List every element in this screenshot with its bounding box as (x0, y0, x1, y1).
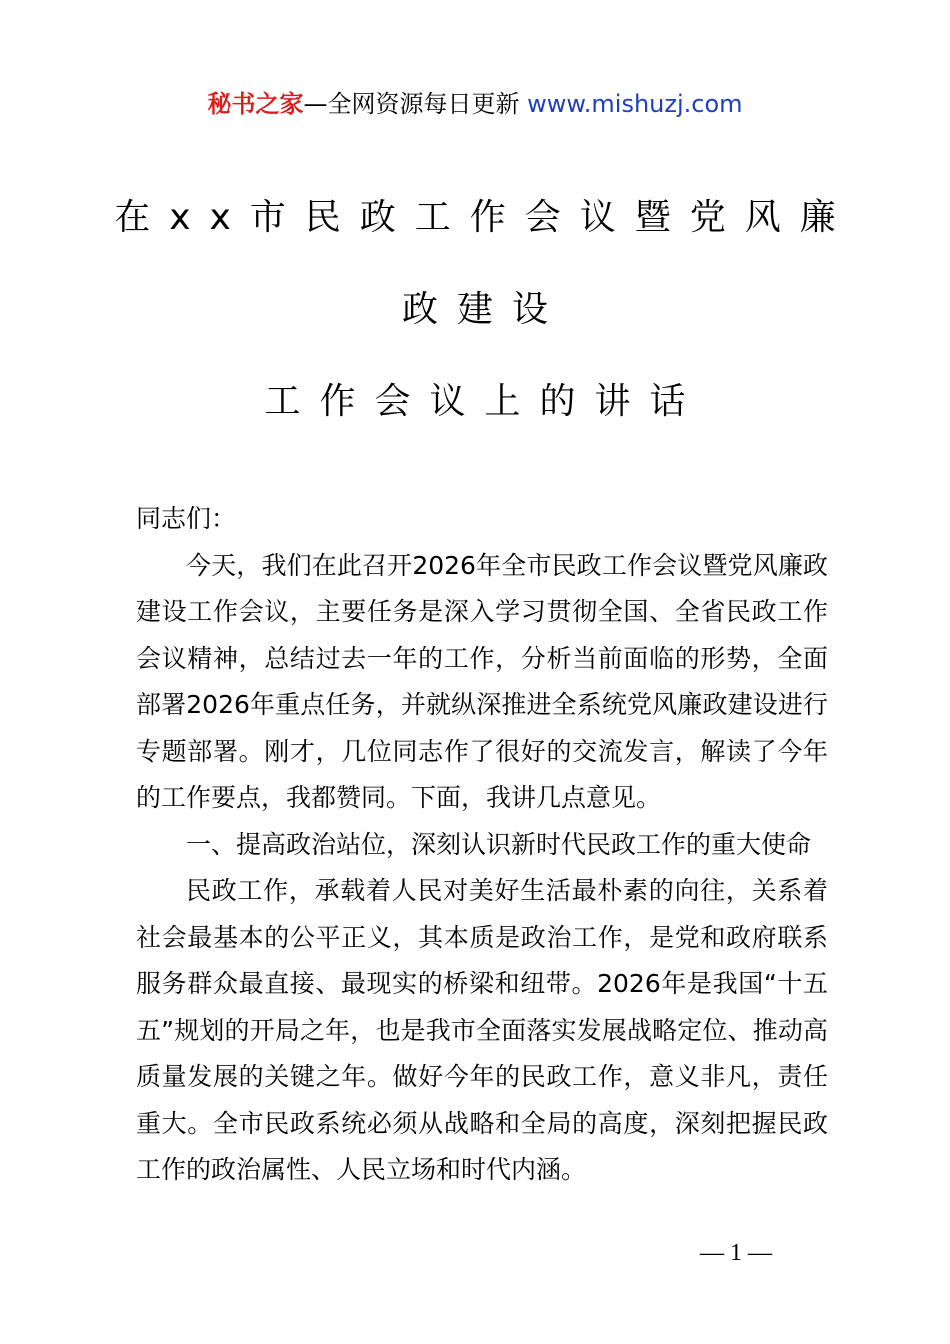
brand-name: 秘书之家 (207, 90, 304, 118)
title-line-1: 在xx市民政工作会议暨党风廉 (114, 197, 855, 238)
speech-body (136, 496, 828, 1194)
title-line-2: 政建设 (401, 289, 567, 330)
title-line-3: 工作会议上的讲话 (264, 381, 705, 422)
section-heading-1: 一、提高政治站位，深刻认识新时代民政工作的重大使命 (186, 829, 812, 859)
paragraph-section-1: 民政工作，承载着人民对美好生活最朴素的向往，关系着社会最基本的公平正义，其本质是政治工作，是党和政府联系服务群众最直接、最现实的桥梁和纽带。2026年是我国“十五五”规划的开局之年，也是我市全面落实发展战略定位、推动高质量发展的关键之年。做好今年的民政工作，意义非凡，责任重大。全市民政系统必须从战略和全局的高度，深刻把握民政工作的政治属性、人民立场和时代内涵。 (136, 876, 828, 1184)
salutation: 同志们： (136, 504, 237, 533)
paragraph-intro: 今天，我们在此召开2026年全市民政工作会议暨党风廉政建设工作会议，主要任务是深入学习贯彻全国、全省民政工作会议精神，总结过去一年的工作，分析当前面临的形势，全面部署2026年重点任务，并就纵深推进全系统党风廉政建设进行专题部署。刚才，几位同志作了很好的交流发言，解读了今年的工作要点，我都赞同。下面，我讲几点意见。 (136, 550, 828, 812)
header-slogan: —全网资源每日更新 (303, 90, 520, 118)
site-url[interactable]: www.mishuzj.com (527, 90, 743, 118)
page-number: — 1 — (700, 1240, 772, 1266)
site-header (0, 88, 950, 120)
